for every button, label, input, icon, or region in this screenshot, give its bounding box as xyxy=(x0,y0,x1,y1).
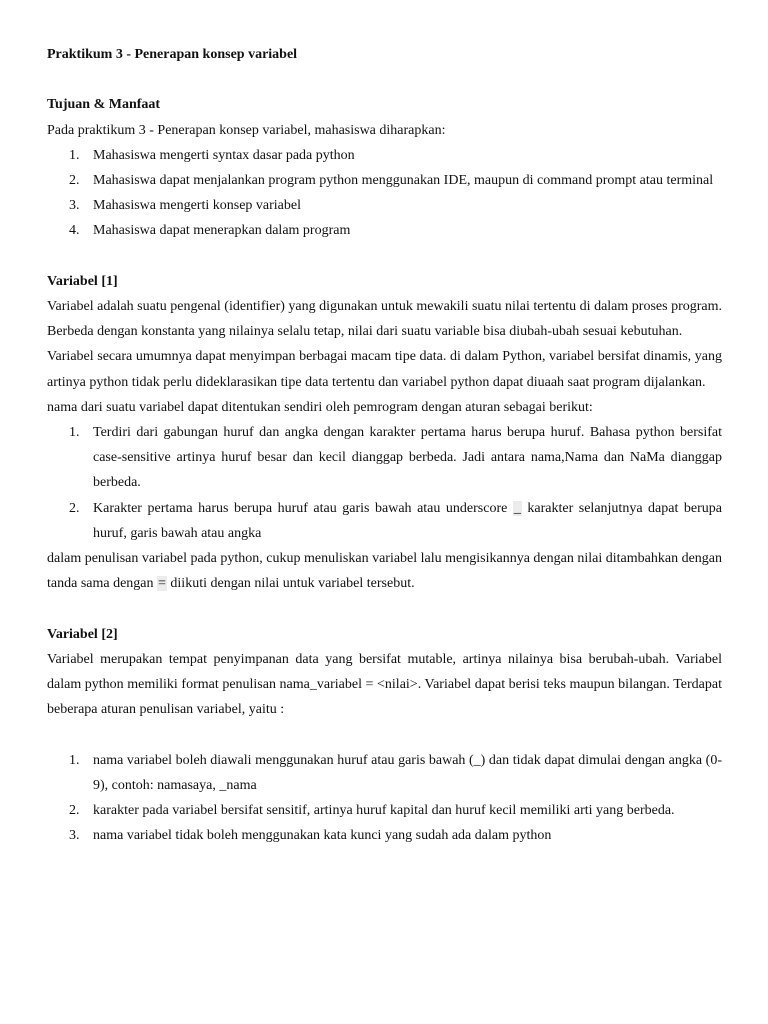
list-item-text: karakter pada variabel bersifat sensitif, artinya huruf kapital dan huruf kecil memiliki arti yang berbeda. xyxy=(93,803,675,819)
inline-code-equals: = xyxy=(158,576,166,592)
spacer xyxy=(47,722,722,747)
list-item-text: Mahasiswa dapat menerapkan dalam program xyxy=(93,223,351,239)
list-item xyxy=(47,193,722,218)
spacer xyxy=(47,244,722,269)
list-number: 3. xyxy=(69,198,80,214)
variabel1-paragraph-1: Variabel adalah suatu pengenal (identifier) yang digunakan untuk mewakili suatu nilai tertentu di dalam proses program. Berbeda dengan konstanta yang nilainya selalu tetap, nilai dari suatu variable bisa diubah-ubah sesuai kebutuhan. xyxy=(47,299,722,340)
variabel2-rules-list xyxy=(47,748,722,849)
list-item xyxy=(47,496,722,546)
list-number: 2. xyxy=(69,173,80,188)
document-page xyxy=(47,42,722,848)
list-item-text-start: Karakter pertama harus berupa huruf atau garis bawah atau underscore xyxy=(93,500,513,516)
list-number: 2. xyxy=(69,500,80,516)
spacer xyxy=(47,67,722,92)
list-number: 1. xyxy=(69,752,80,768)
list-item-text: Mahasiswa mengerti konsep variabel xyxy=(93,198,301,214)
list-item-text: Mahasiswa mengerti syntax dasar pada python xyxy=(93,147,355,163)
tujuan-intro: Pada praktikum 3 - Penerapan konsep variabel, mahasiswa diharapkan: xyxy=(47,122,446,138)
variabel1-paragraph-2: Variabel secara umumnya dapat menyimpan berbagai macam tipe data. di dalam Python, variabel bersifat dinamis, yang artinya python tidak perlu dideklarasikan tipe data tertentu dan variabel python dapat diuaah saat program dijalankan. xyxy=(47,349,722,390)
variabel1-rules-list xyxy=(47,420,722,546)
list-item xyxy=(47,420,722,496)
list-item xyxy=(47,168,722,193)
list-number: 1. xyxy=(69,147,80,163)
list-item-text-end: karakter selanjutnya dapat berupa huruf, garis bawah atau angka xyxy=(93,500,722,541)
variabel1-paragraph-3: nama dari suatu variabel dapat ditentukan sendiri oleh pemrogram dengan aturan sebagai berikut: xyxy=(47,399,593,415)
tujuan-list xyxy=(47,143,722,244)
paragraph-text-start: dalam penulisan variabel pada python, cukup menuliskan variabel lalu mengisikannya dengan nilai ditambahkan dengan tanda sama dengan xyxy=(47,551,722,592)
variabel2-paragraph-1: Variabel merupakan tempat penyimpanan data yang bersifat mutable, artinya nilainya bisa berubah-ubah. Variabel dalam python memiliki format penulisan nama_variabel = <nilai>. Variabel dapat berisi teks maupun bilangan. Terdapat beberapa aturan penulisan variabel, yaitu : xyxy=(47,651,722,718)
list-number: 2. xyxy=(69,803,80,819)
list-item xyxy=(47,823,722,848)
list-item xyxy=(47,143,722,168)
list-item xyxy=(47,798,722,823)
list-item-text: Terdiri dari gabungan huruf dan angka dengan karakter pertama harus berupa huruf. Bahasa python bersifat case-sensitive artinya huruf besar dan kecil dianggap berbeda. Jadi antara nama,Nama dan NaMa dianggap berbeda. xyxy=(93,425,722,491)
list-item xyxy=(47,218,722,243)
list-number: 4. xyxy=(69,223,80,239)
list-number: 3. xyxy=(69,828,80,844)
document-title: Praktikum 3 - Penerapan konsep variabel xyxy=(47,47,298,62)
list-item-text: Mahasiswa dapat menjalankan program python menggunakan IDE, maupun di command prompt atau terminal xyxy=(93,173,714,188)
list-item xyxy=(47,748,722,798)
paragraph-text-end: diikuti dengan nilai untuk variabel tersebut. xyxy=(166,576,415,592)
list-item-text: nama variabel tidak boleh menggunakan kata kunci yang sudah ada dalam python xyxy=(93,828,552,844)
inline-code-underscore: _ xyxy=(513,500,521,516)
list-item-text: nama variabel boleh diawali menggunakan huruf atau garis bawah (_) dan tidak dapat dimulai dengan angka (0-9), contoh: namasaya, _nama xyxy=(93,752,722,793)
section-heading-variabel-1: Variabel [1] xyxy=(47,273,118,289)
spacer xyxy=(47,596,722,621)
variabel1-paragraph-4 xyxy=(47,546,722,596)
section-heading-tujuan: Tujuan & Manfaat xyxy=(47,97,161,113)
section-heading-variabel-2: Variabel [2] xyxy=(47,626,118,642)
list-number: 1. xyxy=(69,425,80,441)
